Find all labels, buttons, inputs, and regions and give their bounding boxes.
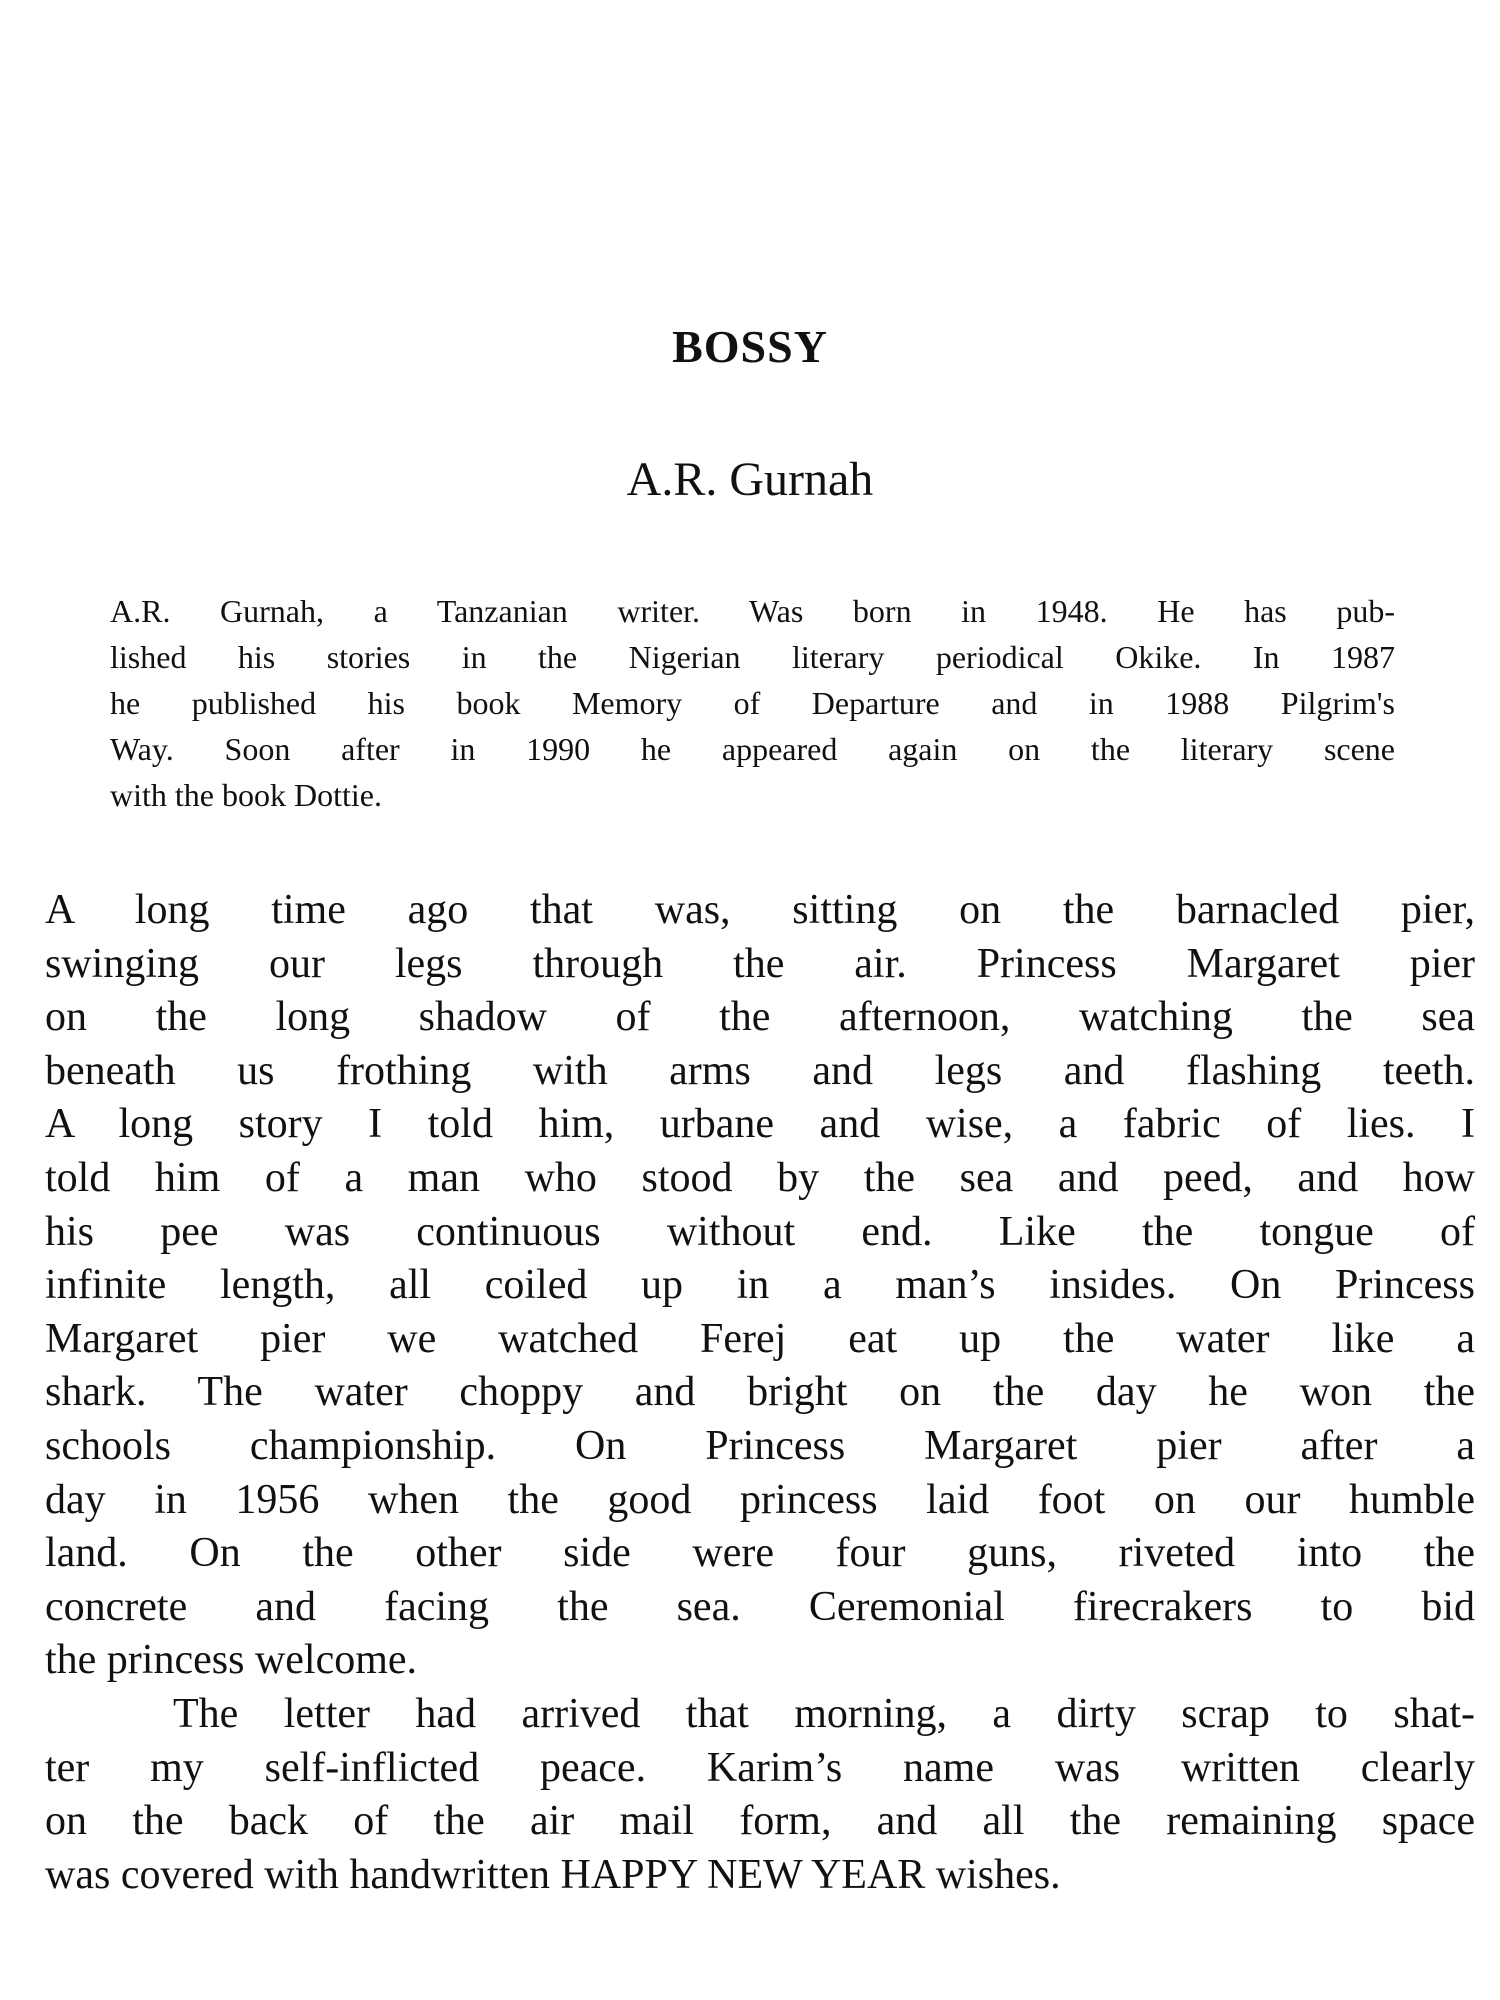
body-line: swinging our legs through the air. Princess Margaret pier (45, 940, 1475, 987)
body-line: infinite length, all coiled up in a man’s insides. On Princess (45, 1262, 1475, 1309)
story-title: BOSSY (672, 321, 828, 372)
body-line: his pee was continuous without end. Like the tongue of (45, 1208, 1475, 1255)
story-body (45, 884, 1475, 1902)
body-line: was covered with handwritten HAPPY NEW YEAR wishes. (45, 1851, 1061, 1898)
author-bio (110, 588, 1395, 818)
bio-line: with the book Dottie. (110, 777, 382, 813)
bio-line: he published his book Memory of Departure and in 1988 Pilgrim's (110, 685, 1395, 721)
body-line: day in 1956 when the good princess laid foot on our humble (45, 1476, 1475, 1523)
body-line: the princess welcome. (45, 1637, 418, 1684)
body-line: told him of a man who stood by the sea and peed, and how (45, 1154, 1475, 1201)
body-line: A long story I told him, urbane and wise, a fabric of lies. I (45, 1101, 1475, 1148)
bio-line: Way. Soon after in 1990 he appeared again on the literary scene (110, 731, 1395, 767)
body-line: schools championship. On Princess Margaret pier after a (45, 1422, 1475, 1469)
author-name: A.R. Gurnah (626, 453, 874, 506)
body-line: beneath us frothing with arms and legs and flashing teeth. (45, 1047, 1475, 1094)
body-line: A long time ago that was, sitting on the barnacled pier, (45, 887, 1475, 933)
body-line: concrete and facing the sea. Ceremonial firecrakers to bid (45, 1583, 1475, 1630)
bio-line: lished his stories in the Nigerian literary periodical Okike. In 1987 (110, 639, 1395, 675)
body-line: shark. The water choppy and bright on the day he won the (45, 1369, 1475, 1416)
body-line: Margaret pier we watched Ferej eat up the water like a (45, 1315, 1475, 1362)
body-line: The letter had arrived that morning, a dirty scrap to shat- (173, 1690, 1475, 1737)
body-line: ter my self-inflicted peace. Karim’s name was written clearly (45, 1744, 1475, 1791)
bio-line: A.R. Gurnah, a Tanzanian writer. Was born in 1948. He has pub- (110, 593, 1395, 629)
body-line: on the back of the air mail form, and all the remaining space (45, 1798, 1475, 1845)
body-line: on the long shadow of the afternoon, watching the sea (45, 994, 1475, 1041)
body-line: land. On the other side were four guns, riveted into the (45, 1530, 1475, 1577)
